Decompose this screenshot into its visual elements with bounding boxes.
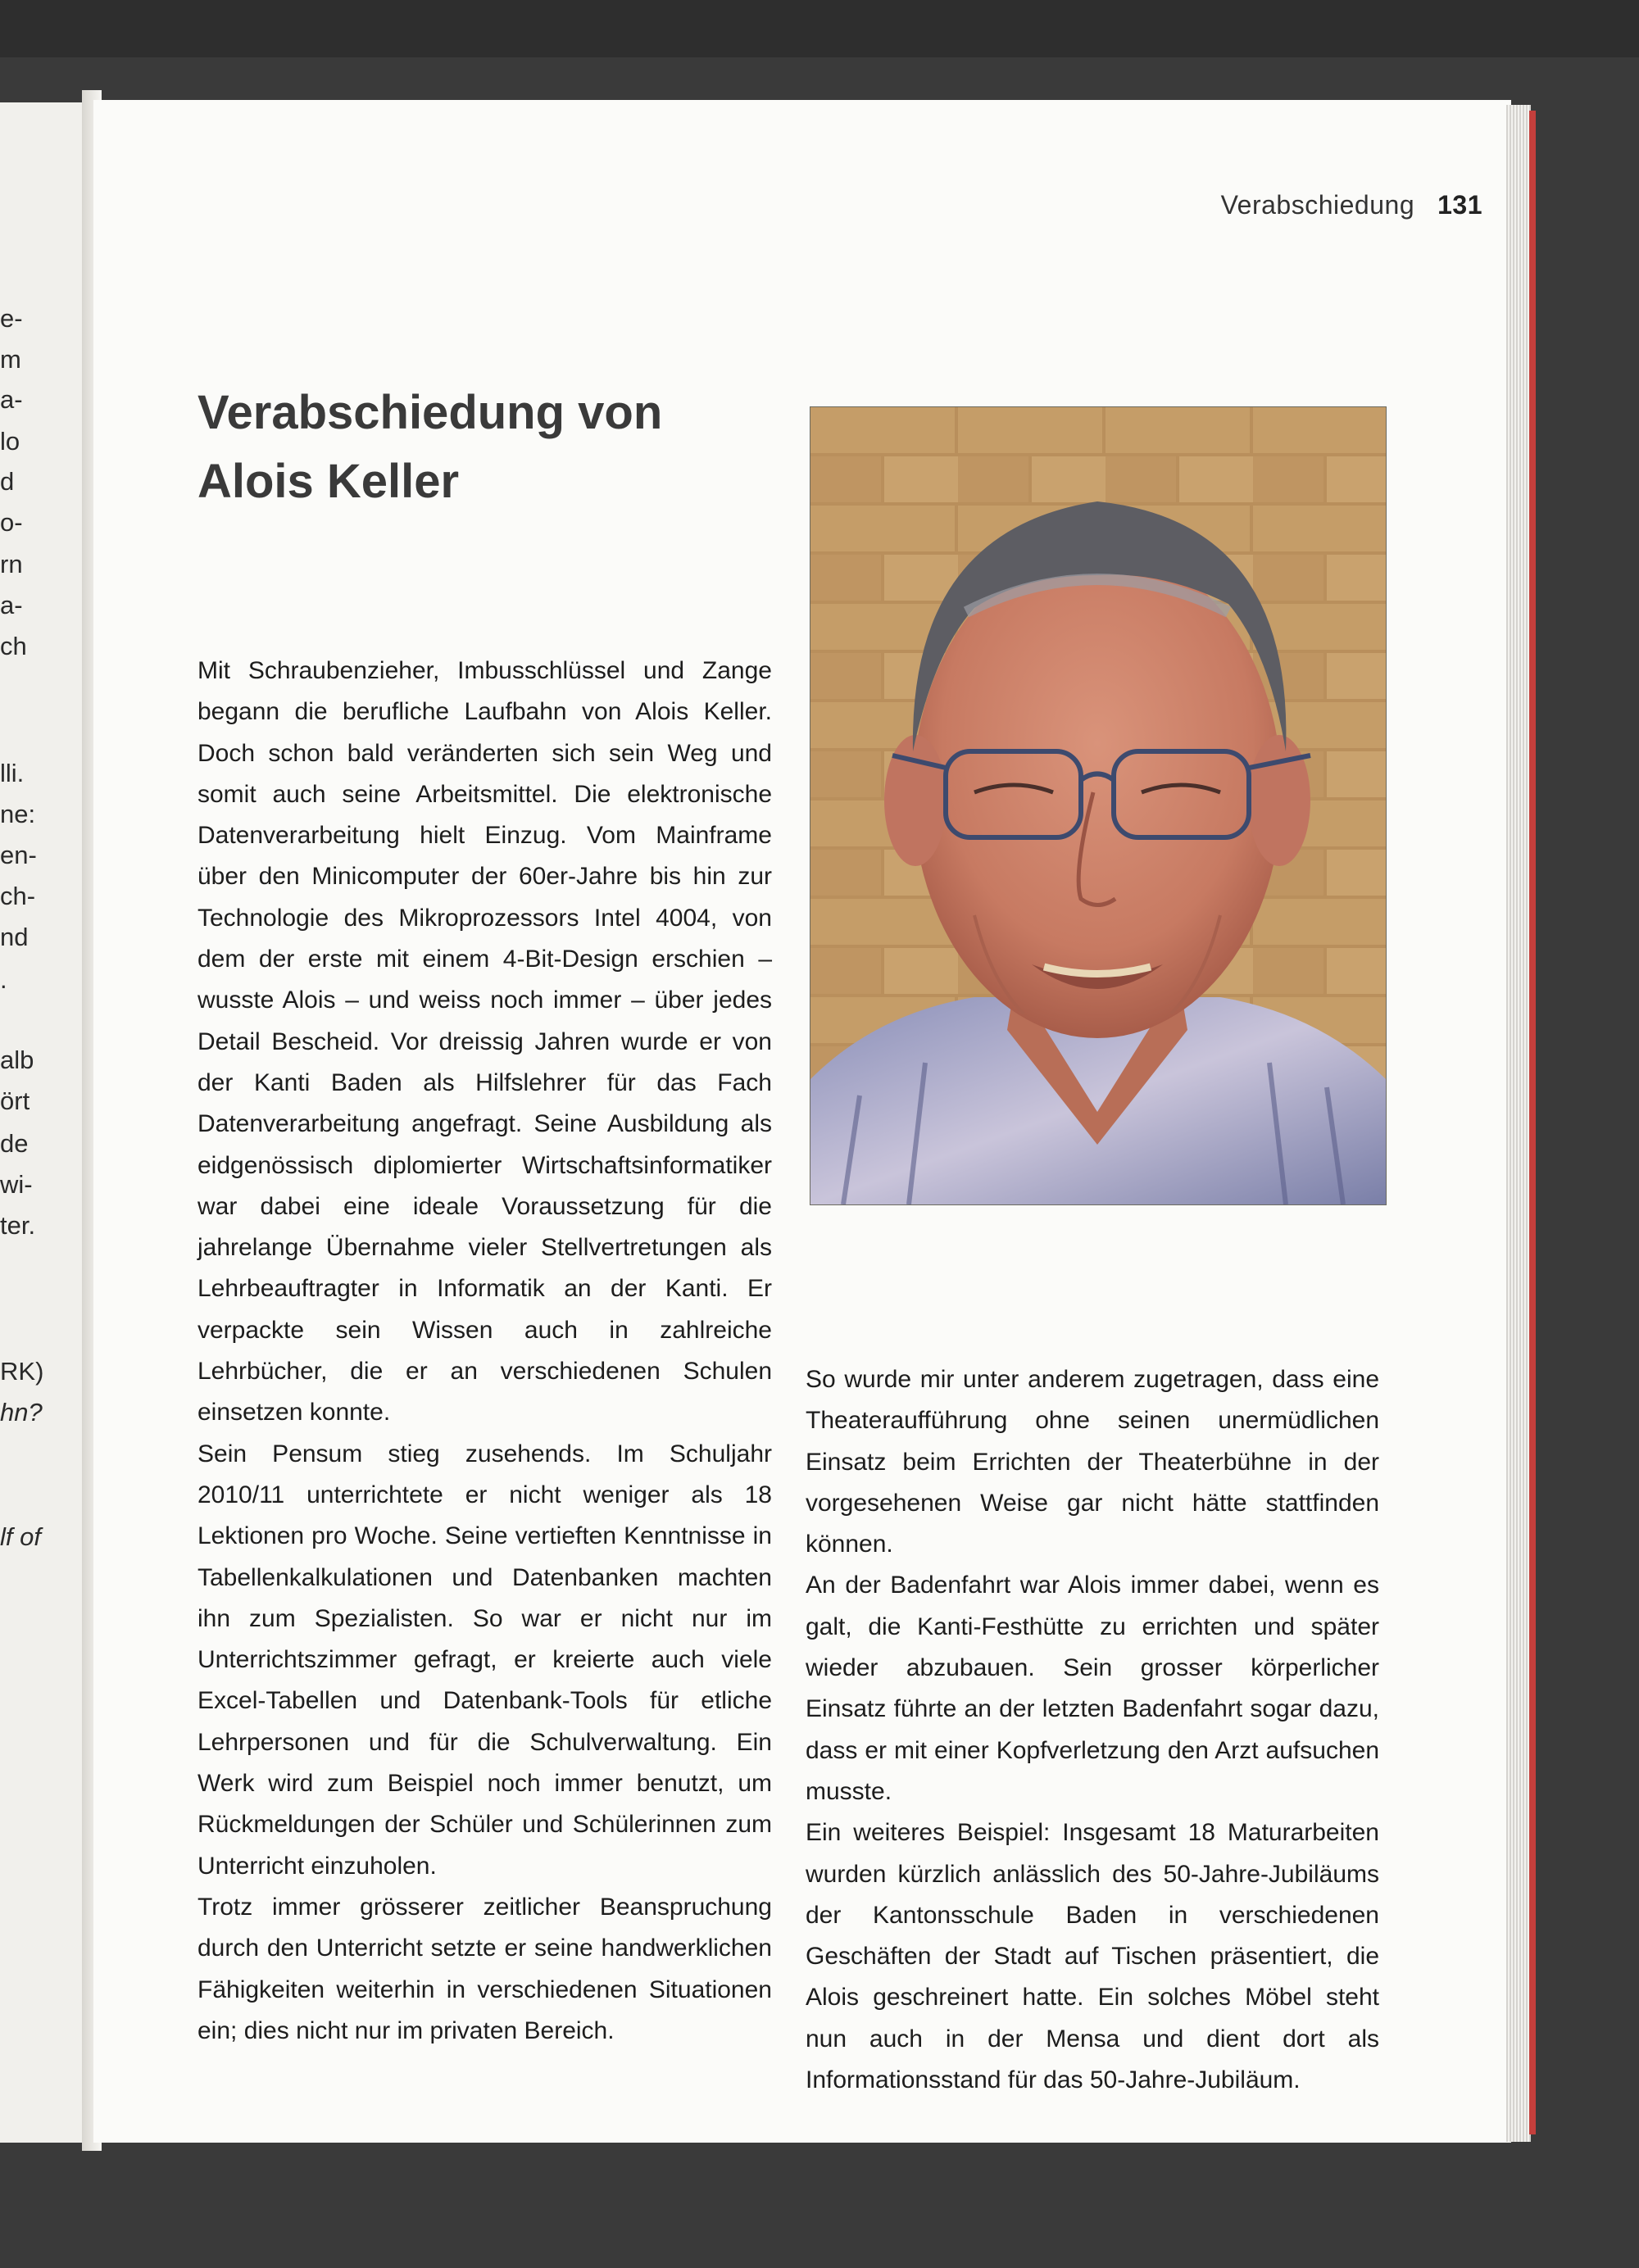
paragraph: Ein weiteres Beispiel: Insgesamt 18 Maturarbeiten wurden kürzlich anlässlich des 50-Jahre-Jubiläums der Kantonsschule Baden in verschiedenen Geschäften der Stadt auf Tischen präsentiert, die Alois geschreinert hatte. Ein solches Möbel steht nun auch in der Mensa und dient dort als Informationsstand für das 50-Jahre-Jubiläum. <box>806 1819 1379 2094</box>
facing-page-text-fragment: lli. <box>0 759 25 787</box>
facing-page-text-fragment: hn? <box>0 1398 43 1427</box>
facing-page-text-fragment: a- <box>0 591 23 619</box>
paragraph: An der Badenfahrt war Alois immer dabei, wenn es galt, die Kanti-Festhütte zu errichten und später wieder abzubauen. Sein grosser körperlicher Einsatz führte an der letzten Badenfahrt sogar dazu, dass er mit einer Kopfverletzung den Arzt aufsuchen musste. <box>806 1572 1379 1805</box>
facing-page-fragment <box>0 102 92 2143</box>
facing-page-text-fragment: de <box>0 1129 29 1158</box>
facing-page-text-fragment: en- <box>0 841 37 869</box>
left-column <box>197 651 772 2052</box>
facing-page-text-fragment: lf of <box>0 1522 41 1551</box>
facing-page-text-fragment: o- <box>0 508 23 537</box>
facing-page-text-fragment: . <box>0 965 7 994</box>
facing-page-text-fragment: lo <box>0 427 20 456</box>
facing-page-text-fragment: nd <box>0 923 29 951</box>
portrait-photo <box>810 406 1387 1205</box>
title-line-2: Alois Keller <box>197 455 460 508</box>
facing-page-text-fragment: rn <box>0 550 23 578</box>
article-title <box>197 379 771 516</box>
facing-page-text-fragment: ter. <box>0 1211 36 1240</box>
facing-page-text-fragment: ch- <box>0 882 36 910</box>
facing-page-text-fragment: ch <box>0 632 27 660</box>
paragraph: Mit Schraubenzieher, Imbusschlüssel und Zange begann die berufliche Laufbahn von Alois Keller. Doch schon bald veränderten sich sein Weg und somit auch seine Arbeitsmittel. Die elektronische Datenverarbeitung hielt Einzug. Vom Mainframe über den Minicomputer der 60er-Jahre bis hin zur Technologie des Mikroprozessors Intel 4004, von dem der erste mit einem 4-Bit-Design erschien – wusste Alois – und weiss noch immer – über jedes Detail Bescheid. Vor dreissig Jahren wurde er von der Kanti Baden als Hilfslehrer für das Fach Datenverarbeitung angefragt. Seine Ausbildung als eidgenössisch diplomierter Wirtschaftsinformatiker war dabei eine ideale Voraussetzung für die jahrelange Übernahme vieler Stellvertretungen als Lehrbeauftragter in Informatik an der Kanti. Er verpackte sein Wissen auch in zahlreiche Lehrbücher, die er an verschiedenen Schulen einsetzen konnte. <box>197 657 772 1427</box>
book-page <box>93 100 1511 2143</box>
paragraph: So wurde mir unter anderem zugetragen, dass eine Theateraufführung ohne seinen unermüdlichen Einsatz beim Errichten der Theaterbühne in der vorgesehenen Weise gar nicht hätte stattfinden können. <box>806 1366 1379 1558</box>
page-edge-red <box>1529 111 1536 2134</box>
facing-page-text-fragment: alb <box>0 1046 34 1074</box>
paragraph: Trotz immer grösserer zeitlicher Beanspruchung durch den Unterricht setzte er seine handwerklichen Fähigkeiten weiterhin in verschiedenen Situationen ein; dies nicht nur im privaten Bereich. <box>197 1893 772 2044</box>
page-edges <box>1506 105 1531 2142</box>
scanner-background <box>0 0 1639 57</box>
portrait-illustration <box>810 407 1386 1204</box>
running-title: Verabschiedung <box>1220 190 1415 220</box>
facing-page-text-fragment: RK) <box>0 1357 44 1386</box>
facing-page-text-fragment: m <box>0 345 21 374</box>
facing-page-text-fragment: wi- <box>0 1170 33 1199</box>
facing-page-text-fragment: d <box>0 467 15 496</box>
facing-page-text-fragment: e- <box>0 304 23 333</box>
facing-page-text-fragment: a- <box>0 385 23 414</box>
facing-page-text-fragment: ört <box>0 1086 30 1115</box>
running-head <box>1097 190 1482 220</box>
facing-page-text-fragment: ne: <box>0 800 36 828</box>
title-line-1: Verabschiedung von <box>197 386 663 439</box>
paragraph: Sein Pensum stieg zusehends. Im Schuljahr 2010/11 unterrichtete er nicht weniger als 18 Lektionen pro Woche. Seine vertieften Kenntnisse in Tabellenkalkulationen und Datenbanken machten ihn zum Spezialisten. So war er nicht nur im Unterrichtszimmer gefragt, er kreierte auch viele Excel-Tabellen und Datenbank-Tools für etliche Lehrpersonen und für die Schulverwaltung. Ein Werk wird zum Beispiel noch immer benutzt, um Rückmeldungen der Schüler und Schülerinnen zum Unterricht einzuholen. <box>197 1440 772 1880</box>
right-column <box>806 1359 1379 2101</box>
page-number: 131 <box>1437 190 1482 220</box>
